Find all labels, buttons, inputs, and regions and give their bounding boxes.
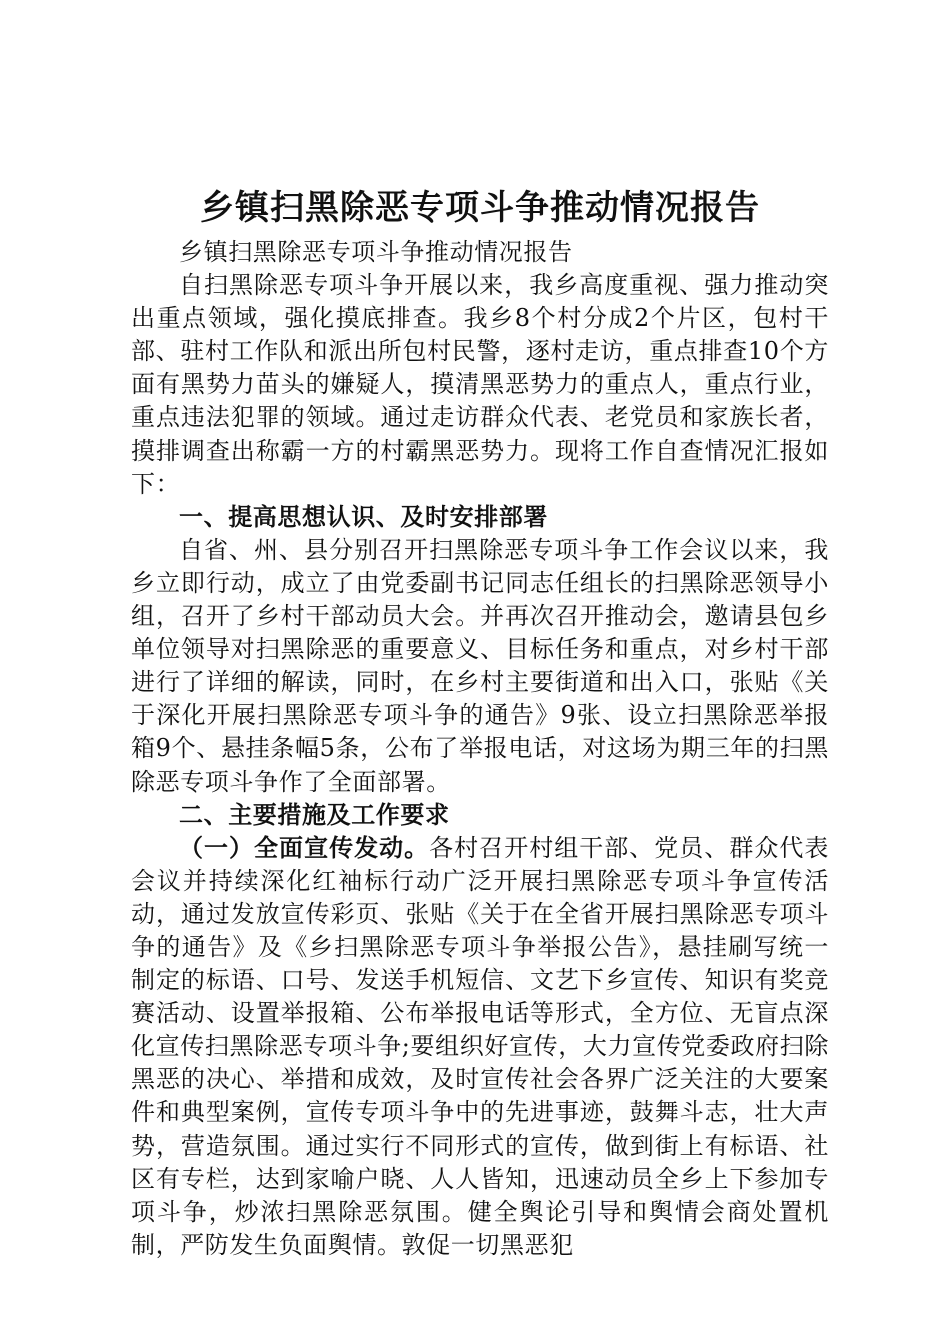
document-subtitle: 乡镇扫黑除恶专项斗争推动情况报告 — [179, 238, 573, 266]
subsection-1-body: 各村召开村组干部、党员、群众代表会议并持续深化红袖标行动广泛开展扫黑除恶专项斗争宣传活动，通过发放宣传彩页、张贴《关于在全省开展扫黑除恶专项斗争的通告》及《乡扫黑除恶专项斗争举报公告》，悬挂刷写统一制定的标语、口号、发送手机短信、文艺下乡宣传、知识有奖竞赛活动、设置举报箱、公布举报电话等形式，全方位、无盲点深化宣传扫黑除恶专项斗争;要组织好宣传，大力宣传党委政府扫除黑恶的决心、举措和成效，及时宣传社会各界广泛关注的大要案件和典型案例，宣传专项斗争中的先进事迹，鼓舞斗志，壮大声势，营造氛围。通过实行不同形式的宣传，做到街上有标语、社区有专栏，达到家喻户晓、人人皆知，迅速动员全乡上下参加专项斗争，炒浓扫黑除恶氛围。健全舆论引导和舆情会商处置机制，严防发生负面舆情。敦促一切黑恶犯 — [131, 833, 829, 1259]
section-2-heading: 二、主要措施及工作要求 — [179, 800, 450, 829]
document-page — [131, 180, 829, 1262]
document-title: 乡镇扫黑除恶专项斗争推动情况报告 — [200, 188, 760, 228]
section-2-subsection-1-paragraph — [131, 832, 829, 1262]
section-1-paragraph: 自省、州、县分别召开扫黑除恶专项斗争工作会议以来，我乡立即行动，成立了由党委副书记同志任组长的扫黑除恶领导小组，召开了乡村干部动员大会。并再次召开推动会，邀请县包乡单位领导对扫黑除恶的重要意义、目标任务和重点，对乡村干部进行了详细的解读，同时，在乡村主要街道和出入口，张贴《关于深化开展扫黑除恶专项斗争的通告》9张、设立扫黑除恶举报箱9个、悬挂条幅5条，公布了举报电话，对这场为期三年的扫黑除恶专项斗争作了全面部署。 — [131, 535, 829, 796]
section-1-heading: 一、提高思想认识、及时安排部署 — [179, 502, 548, 531]
intro-paragraph: 自扫黑除恶专项斗争开展以来，我乡高度重视、强力推动突出重点领域，强化摸底排查。我乡8个村分成2个片区，包村干部、驻村工作队和派出所包村民警，逐村走访，重点排查10个方面有黑势力苗头的嫌疑人，摸清黑恶势力的重点人，重点行业，重点违法犯罪的领域。通过走访群众代表、老党员和家族长者，摸排调查出称霸一方的村霸黑恶势力。现将工作自查情况汇报如下： — [131, 271, 829, 498]
subsection-1-lead: （一）全面宣传发动。 — [179, 833, 430, 862]
